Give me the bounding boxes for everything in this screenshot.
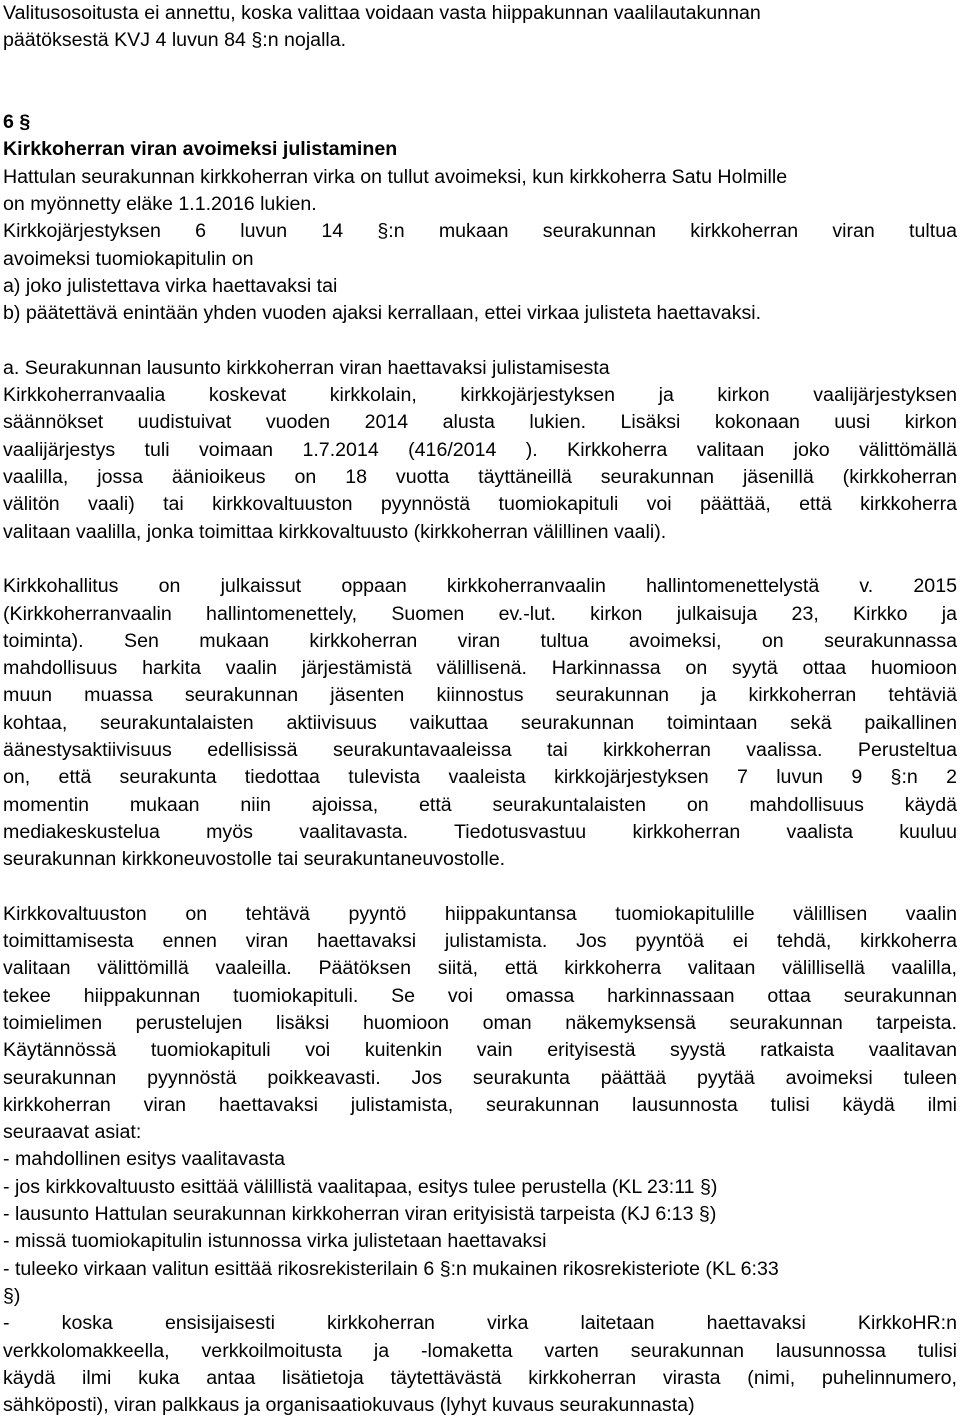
paragraph-line: Hattulan seurakunnan kirkkoherran virka on tullut avoimeksi, kun kirkkoherra Satu Holmille [3,165,788,188]
paragraph-line: valitaan välittömillä vaaleilla. Päätöksen siitä, että kirkkoherra valitaan välillisellä vaalilla, [3,957,957,980]
paragraph-line: toiminta). Sen mukaan kirkkoherran viran tultua avoimeksi, on seurakunnassa [3,629,957,652]
list-item: - jos kirkkovaltuusto esittää välillistä vaalitapaa, esitys tulee perustella (KL 23:11 §) [3,1175,718,1198]
paragraph-line: äänestysaktiivisuus edellisissä seurakuntavaaleissa tai kirkkoherran vaalissa. Perusteltua [3,739,957,762]
list-item: - tuleeko virkaan valitun esittää rikosrekisterilain 6 §:n mukainen rikosrekisteriote (KL 6:33 [3,1257,779,1280]
paragraph-line: toimielimen perustelujen lisäksi huomioon oman näkemyksensä seurakunnan tarpeista. [3,1011,957,1034]
paragraph-line: Kirkkoherranvaalia koskevat kirkkolain, kirkkojärjestyksen ja kirkon vaalijärjestyksen [3,384,957,407]
paragraph-line: vaalijärjestys tuli voimaan 1.7.2014 (416/2014 ). Kirkkoherra valitaan joko välittömällä [3,438,957,461]
intro-line: Valitusosoitusta ei annettu, koska valittaa voidaan vasta hiippakunnan vaalilautakunnan [3,2,761,24]
paragraph-line: tekee hiippakunnan tuomiokapituli. Se voi omassa harkinnassaan ottaa seurakunnan [3,984,957,1007]
paragraph-line: Käytännössä tuomiokapituli voi kuitenkin vain erityisestä syystä ratkaista vaalitavan [3,1039,957,1062]
paragraph-line: a) joko julistettava virka haettavaksi tai [3,274,338,297]
intro-line: päätöksestä KVJ 4 luvun 84 §:n nojalla. [3,29,347,52]
paragraph-line: sähköposti), viran palkkaus ja organisaatiokuvaus (lyhyt kuvaus seurakunnasta) [3,1394,695,1417]
paragraph-gap [3,874,957,901]
paragraph-line: käydä ilmi kuka antaa lisätietoja täytettävästä kirkkoherran virasta (nimi, puhelinnumero, [3,1366,957,1389]
subheading: a. Seurakunnan lausunto kirkkoherran viran haettavaksi julistamisesta [3,356,610,379]
list-item: - missä tuomiokapitulin istunnossa virka julistetaan haettavaksi [3,1230,547,1253]
paragraph-line: toimittamisesta ennen viran haettavaksi julistamista. Jos pyyntöä ei tehdä, kirkkoherra [3,930,957,953]
list-item: - lausunto Hattulan seurakunnan kirkkoherran viran erityisistä tarpeista (KJ 6:13 §) [3,1203,717,1226]
paragraph-line: vaalilla, jossa äänioikeus on 18 vuotta täyttäneillä seurakunnan jäsenillä (kirkkoherran [3,466,957,489]
paragraph-gap [3,546,957,573]
paragraph-line: seurakunnan kirkkoneuvostolle tai seurakuntaneuvostolle. [3,848,506,871]
paragraph-line: on myönnetty eläke 1.1.2016 lukien. [3,193,317,216]
section-title: Kirkkoherran viran avoimeksi julistaminen [3,138,398,161]
section-number: 6 § [3,111,31,134]
paragraph-line: avoimeksi tuomiokapitulin on [3,247,254,270]
paragraph-gap [3,328,957,355]
paragraph-line: säännökset uudistuivat vuoden 2014 alusta lukien. Lisäksi kokonaan uusi kirkon [3,411,957,434]
paragraph-line: Kirkkovaltuuston on tehtävä pyyntö hiippakuntansa tuomiokapitulille välillisen vaalin [3,902,957,925]
paragraph-line: välitön vaali) tai kirkkovaltuuston pyynnöstä tuomiokapituli voi päättää, että kirkkoherra [3,493,957,516]
paragraph-line: b) päätettävä enintään yhden vuoden ajaksi kerrallaan, ettei virkaa julisteta haettavaksi. [3,302,762,325]
paragraph-line: on, että seurakunta tiedottaa tulevista vaaleista kirkkojärjestyksen 7 luvun 9 §:n 2 [3,766,957,789]
paragraph-line: valitaan vaalilla, jonka toimittaa kirkkovaltuusto (kirkkoherran välillinen vaali). [3,520,667,543]
paragraph-line: verkkolomakkeella, verkkoilmoitusta ja -lomaketta varten seurakunnan lausunnossa tulisi [3,1339,957,1362]
paragraph-line: kirkkoherran viran haettavaksi julistamista, seurakunnan lausunnosta tulisi käydä ilmi [3,1093,957,1116]
paragraph-line: Kirkkohallitus on julkaissut oppaan kirkkoherranvaalin hallintomenettelystä v. 2015 [3,575,957,598]
paragraph-gap [3,55,957,82]
paragraph-line: momentin mukaan niin ajoissa, että seurakuntalaisten on mahdollisuus käydä [3,793,957,816]
list-item: - mahdollinen esitys vaalitavasta [3,1148,286,1171]
paragraph-line: seurakunnan pyynnöstä poikkeavasti. Jos seurakunta päättää pyytää avoimeksi tuleen [3,1066,957,1089]
paragraph-gap [3,82,957,109]
paragraph-line: seuraavat asiat: [3,1121,142,1144]
paragraph-line: kohtaa, seurakuntalaisten aktiivisuus vaikuttaa seurakunnan toimintaan sekä paikallinen [3,711,957,734]
paragraph-line: mahdollisuus harkita vaalin järjestämistä välillisenä. Harkinnassa on syytä ottaa huomioon [3,657,957,680]
list-item: §) [3,1284,21,1307]
paragraph-line: (Kirkkoherranvaalin hallintomenettely, Suomen ev.-lut. kirkon julkaisuja 23, Kirkko ja [3,602,957,625]
paragraph-line: muun muassa seurakunnan jäsenten kiinnostus seurakunnan ja kirkkoherran tehtäviä [3,684,957,707]
paragraph-line: mediakeskustelua myös vaalitavasta. Tiedotusvastuu kirkkoherran vaalista kuuluu [3,820,957,843]
paragraph-line: Kirkkojärjestyksen 6 luvun 14 §:n mukaan seurakunnan kirkkoherran viran tultua [3,220,957,243]
list-item: - koska ensisijaisesti kirkkoherran virka laitetaan haettavaksi KirkkoHR:n [3,1312,957,1335]
